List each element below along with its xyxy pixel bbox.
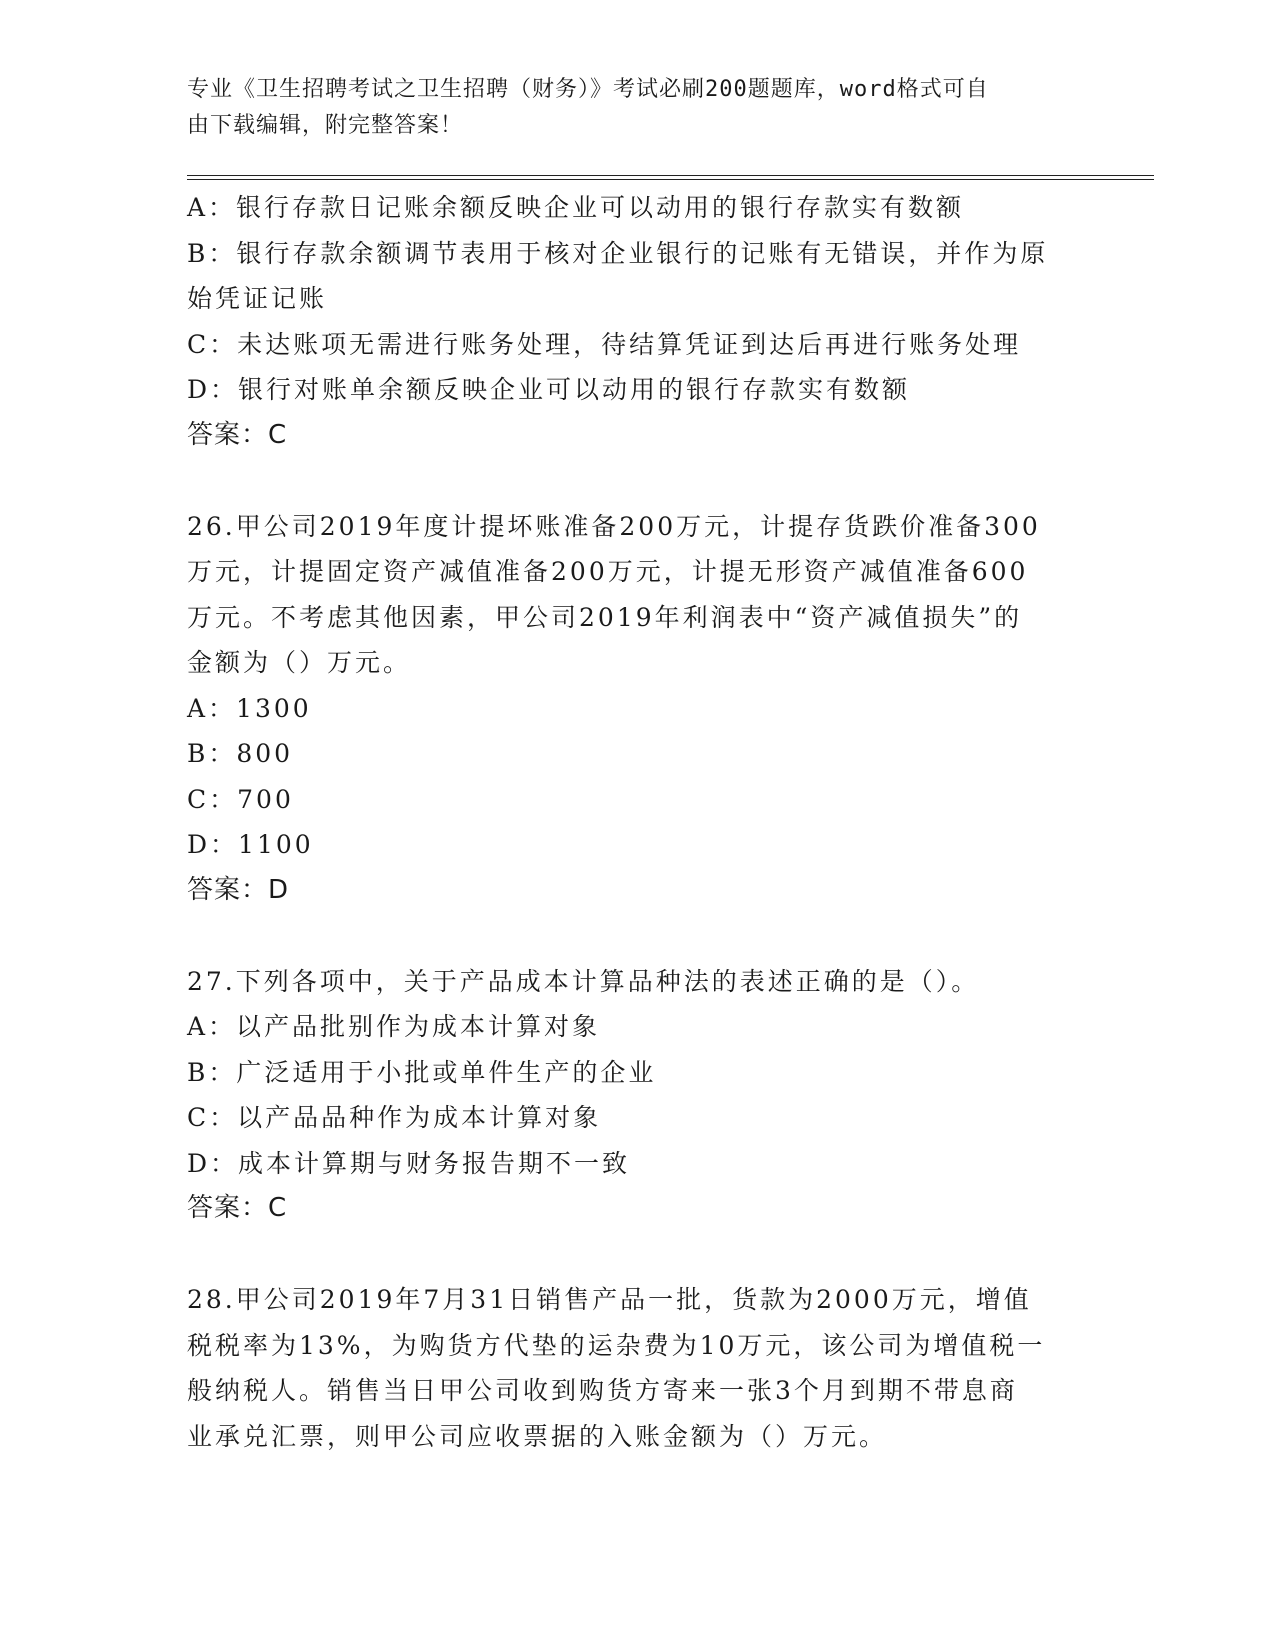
header-line-2: 由下载编辑，附完整答案！ — [187, 113, 464, 138]
question-text-line: 28.甲公司2019年7月31日销售产品一批，货款为2000万元，增值 — [187, 1285, 1032, 1314]
question-28 — [187, 1277, 1067, 1459]
question-text-line: 万元。不考虑其他因素，甲公司2019年利润表中“资产减值损失”的 — [187, 602, 1023, 632]
spacer — [187, 458, 1067, 504]
option-line: D：成本计算期与财务报告期不一致 — [187, 1148, 631, 1178]
option-line: B：800 — [187, 739, 294, 768]
option-line: C：700 — [187, 784, 294, 814]
spacer — [187, 913, 1067, 959]
question-text-line: 般纳税人。销售当日甲公司收到购货方寄来一张3个月到期不带息商 — [187, 1376, 1018, 1405]
spacer — [187, 1232, 1067, 1278]
answer-line: 答案：C — [187, 419, 288, 450]
option-line: A：1300 — [187, 693, 312, 723]
question-26 — [187, 504, 1067, 914]
option-line: A：银行存款日记账余额反映企业可以动用的银行存款实有数额 — [187, 193, 965, 222]
question-text-line: 26.甲公司2019年度计提坏账准备200万元，计提存货跌价准备300 — [187, 511, 1041, 541]
question-text-line: 万元，计提固定资产减值准备200万元，计提无形资产减值准备600 — [187, 557, 1029, 586]
option-line: C：未达账项无需进行账务处理，待结算凭证到达后再进行账务处理 — [187, 329, 1022, 359]
header-line-1: 专业《卫生招聘考试之卫生招聘（财务）》考试必刷200题题库，word格式可自 — [187, 77, 989, 102]
question-content — [187, 185, 1067, 1459]
document-header — [187, 72, 1067, 144]
question-text-line: 税税率为13%，为购货方代垫的运杂费为10万元，该公司为增值税一 — [187, 1330, 1046, 1360]
question-text-line: 金额为（）万元。 — [187, 648, 412, 677]
option-line: D：1100 — [187, 830, 314, 859]
question-25 — [187, 185, 1067, 458]
question-text-line: 业承兑汇票，则甲公司应收票据的入账金额为（）万元。 — [187, 1421, 888, 1451]
option-line: B：银行存款余额调节表用于核对企业银行的记账有无错误，并作为原 — [187, 238, 1049, 268]
question-text-line: 27.下列各项中，关于产品成本计算品种法的表述正确的是（）。 — [187, 966, 980, 996]
option-line: B：广泛适用于小批或单件生产的企业 — [187, 1057, 657, 1087]
option-line: D：银行对账单余额反映企业可以动用的银行存款实有数额 — [187, 375, 911, 404]
option-line: 始凭证记账 — [187, 284, 328, 313]
answer-line: 答案：C — [187, 1193, 288, 1223]
header-divider — [187, 175, 1154, 180]
answer-line: 答案：D — [187, 874, 290, 905]
option-line: A：以产品批别作为成本计算对象 — [187, 1012, 601, 1041]
question-27 — [187, 959, 1067, 1232]
option-line: C：以产品品种作为成本计算对象 — [187, 1103, 602, 1132]
